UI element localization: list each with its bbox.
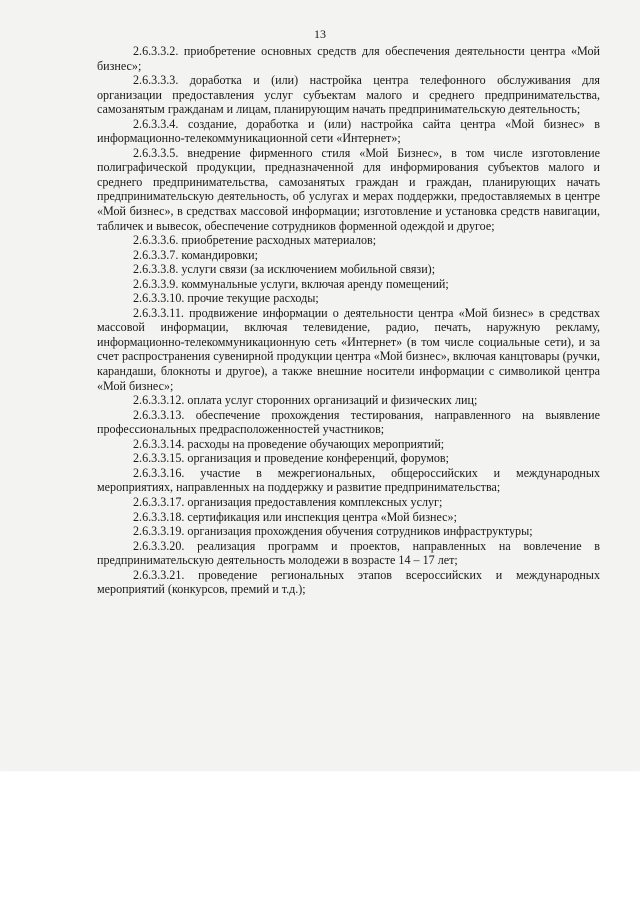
paragraph-2-6-3-3-18: 2.6.3.3.18. сертификация или инспекция центра «Мой бизнес»; — [133, 509, 457, 524]
paragraph-2-6-3-3-17: 2.6.3.3.17. организация предоставления комплексных услуг; — [133, 494, 443, 509]
paragraph-2-6-3-3-5: 2.6.3.3.5. внедрение фирменного стиля «Мой Бизнес», в том числе изготовление полиграфической продукции, предназначенной для информирования субъектов малого и среднего предпринимательства, самозанятых граждан и граждан, планирующих начать предпринимательскую деятельность, об услугах и мерах поддержки, предоставляемых в центре «Мой бизнес», в средствах массовой информации; изготовление и установка средств навигации, табличек и вывесок, обеспечение сотрудников форменной одеждой и другое; — [97, 145, 600, 233]
paragraph-2-6-3-3-6: 2.6.3.3.6. приобретение расходных материалов; — [133, 233, 377, 248]
paragraph-2-6-3-3-14: 2.6.3.3.14. расходы на проведение обучающих мероприятий; — [133, 436, 445, 451]
paragraph-2-6-3-3-9: 2.6.3.3.9. коммунальные услуги, включая аренду помещений; — [133, 276, 449, 291]
page-number: 13 — [314, 27, 326, 41]
paragraph-2-6-3-3-13: 2.6.3.3.13. обеспечение прохождения тестирования, направленного на выявление профессиональных предрасположенностей участников; — [97, 407, 600, 437]
document-body — [97, 44, 600, 597]
paragraph-2-6-3-3-10: 2.6.3.3.10. прочие текущие расходы; — [133, 291, 319, 306]
paragraph-2-6-3-3-2: 2.6.3.3.2. приобретение основных средств для обеспечения деятельности центра «Мой бизнес»; — [97, 44, 600, 73]
paragraph-2-6-3-3-16: 2.6.3.3.16. участие в межрегиональных, общероссийских и международных мероприятиях, направленных на поддержку и развитие предпринимательства; — [97, 465, 600, 495]
paragraph-2-6-3-3-7: 2.6.3.3.7. командировки; — [133, 247, 258, 262]
paragraph-2-6-3-3-19: 2.6.3.3.19. организация прохождения обучения сотрудников инфраструктуры; — [133, 524, 533, 539]
paragraph-2-6-3-3-4: 2.6.3.3.4. создание, доработка и (или) настройка сайта центра «Мой бизнес» в информационно-телекоммуникационной сети «Интернет»; — [97, 116, 600, 146]
paragraph-2-6-3-3-3: 2.6.3.3.3. доработка и (или) настройка центра телефонного обслуживания для организации предоставления услуг субъектам малого и среднего предпринимательства, самозанятым гражданам и лицам, планирующим начать предпринимательскую деятельность; — [97, 73, 600, 117]
paragraph-2-6-3-3-15: 2.6.3.3.15. организация и проведение конференций, форумов; — [133, 451, 449, 466]
paragraph-2-6-3-3-8: 2.6.3.3.8. услуги связи (за исключением мобильной связи); — [133, 262, 436, 277]
paragraph-2-6-3-3-12: 2.6.3.3.12. оплата услуг сторонних организаций и физических лиц; — [133, 393, 478, 408]
paragraph-2-6-3-3-21: 2.6.3.3.21. проведение региональных этапов всероссийских и международных мероприятий (конкурсов, премий и т.д.); — [97, 567, 600, 597]
paragraph-2-6-3-3-20: 2.6.3.3.20. реализация программ и проектов, направленных на вовлечение в предпринимательскую деятельность молодежи в возрасте 14 – 17 лет; — [97, 538, 600, 568]
paragraph-2-6-3-3-11: 2.6.3.3.11. продвижение информации о деятельности центра «Мой бизнес» в средствах массовой информации, включая телевидение, радио, печать, наружную рекламу, информационно-телекоммуникационную сеть «Интернет» (в том числе социальные сети), и за счет распространения сувенирной продукции центра «Мой бизнес», включая канцтовары (ручки, карандаши, блокноты и другое), а также внешние носители информации с символикой центра «Мой бизнес»; — [97, 305, 600, 393]
